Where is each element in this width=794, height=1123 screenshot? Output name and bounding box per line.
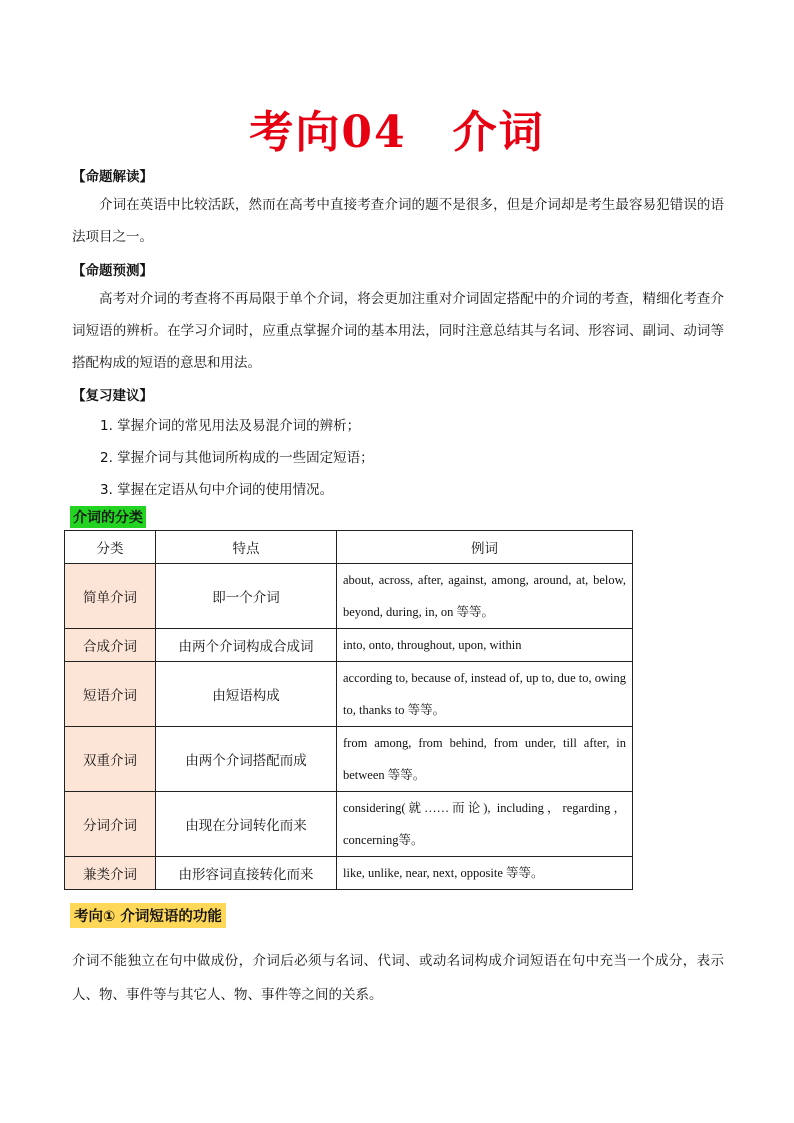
table-header-row: [65, 531, 633, 564]
type-cell: 简单介词: [65, 564, 156, 629]
type-cell: 短语介词: [65, 662, 156, 727]
feature-cell: 由短语构成: [156, 662, 337, 727]
table-header-cell: 例词: [337, 531, 633, 564]
feature-cell: 由两个介词搭配而成: [156, 727, 337, 792]
interpret-header: 【命题解读】: [72, 169, 153, 185]
title-name: 介词: [452, 107, 545, 158]
classification-table: [64, 530, 633, 890]
examples-cell: into, onto, throughout, upon, within: [337, 629, 633, 662]
examples-cell: from among, from behind, from under, till after, in between 等等。: [337, 727, 633, 792]
table-row: [65, 727, 633, 792]
classification-label: 介词的分类: [70, 506, 146, 528]
direction1-label: 考向① 介词短语的功能: [70, 903, 226, 928]
table-row: [65, 857, 633, 890]
feature-cell: 由形容词直接转化而来: [156, 857, 337, 890]
title-prefix: 考向04: [249, 107, 407, 158]
type-cell: 分词介词: [65, 792, 156, 857]
examples-cell: according to, because of, instead of, up to, due to, owing to, thanks to 等等。: [337, 662, 633, 727]
table-row: [65, 564, 633, 629]
page-title: [0, 96, 794, 160]
predict-header: 【命题预测】: [72, 263, 153, 279]
interpret-text: 介词在英语中比较活跃，然而在高考中直接考查介词的题不是很多，但是介词却是考生最容易犯错误的语法项目之一。: [72, 197, 724, 245]
type-cell: 兼类介词: [65, 857, 156, 890]
examples-cell: about, across, after, against, among, around, at, below, beyond, during, in, on 等等。: [337, 564, 633, 629]
direction1-text: 介词不能独立在句中做成份，介词后必须与名词、代词、或动名词构成介词短语在句中充当一个成分，表示人、物、事件等与其它人、物、事件等之间的关系。: [72, 953, 724, 1003]
type-cell: 合成介词: [65, 629, 156, 662]
table-row: [65, 629, 633, 662]
feature-cell: 即一个介词: [156, 564, 337, 629]
feature-cell: 由现在分词转化而来: [156, 792, 337, 857]
examples-cell: like, unlike, near, next, opposite 等等。: [337, 857, 633, 890]
predict-text: 高考对介词的考查将不再局限于单个介词，将会更加注重对介词固定搭配中的介词的考查，精细化考查介词短语的辨析。在学习介词时，应重点掌握介词的基本用法，同时注意总结其与名词、形容词、副词、动词等搭配构成的短语的意思和用法。: [72, 291, 724, 371]
examples-cell: considering(就……而论), including，regarding，concerning等。: [337, 792, 633, 857]
table-row: [65, 792, 633, 857]
feature-cell: 由两个介词构成合成词: [156, 629, 337, 662]
review-header: 【复习建议】: [72, 388, 153, 404]
review-item: 3. 掌握在定语从句中介词的使用情况。: [100, 482, 334, 498]
table-row: [65, 662, 633, 727]
review-item: 1. 掌握介词的常见用法及易混介词的辨析；: [100, 418, 361, 434]
type-cell: 双重介词: [65, 727, 156, 792]
table-header-cell: 特点: [156, 531, 337, 564]
review-item: 2. 掌握介词与其他词所构成的一些固定短语；: [100, 450, 374, 466]
table-header-cell: 分类: [65, 531, 156, 564]
